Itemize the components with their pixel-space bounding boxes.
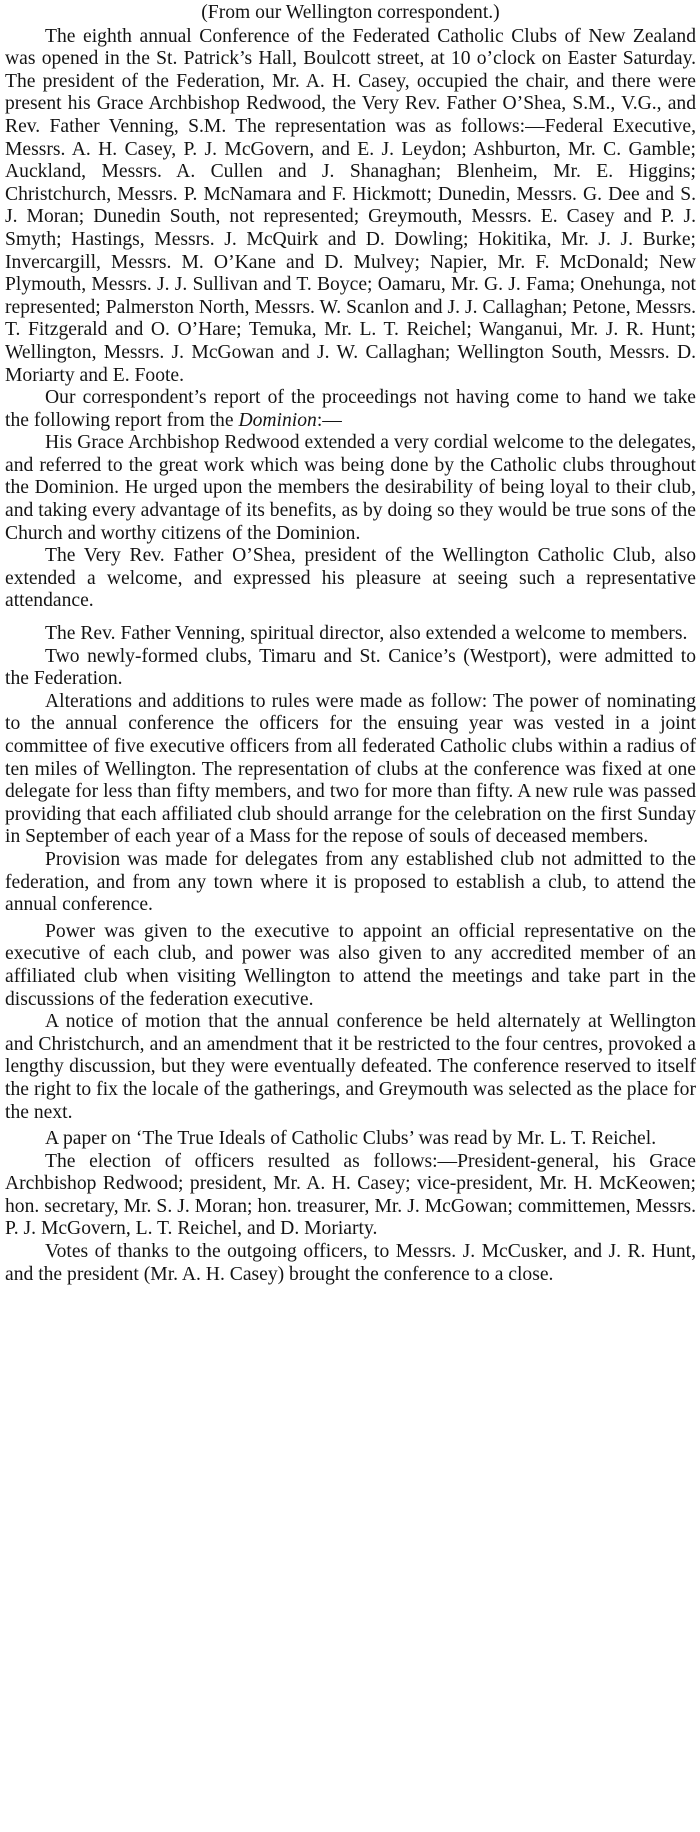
paragraph-executive-power: Power was given to the executive to appoint an official representative on the executive of each club, and power was also given to any accredited member of an affiliated club when visiting Wellington to attend the meetings and take part in the discussions of the federation executive. xyxy=(5,920,696,1010)
paragraph-delegate-provision: Provision was made for delegates from any established club not admitted to the federation, and from any town where it is proposed to establish a club, to attend the annual conference. xyxy=(5,848,696,916)
report-source-name: Dominion xyxy=(238,409,317,431)
paragraph-paper-reading: A paper on ‘The True Ideals of Catholic Clubs’ was read by Mr. L. T. Reichel. xyxy=(45,1128,657,1150)
paragraph-venning-welcome: The Rev. Father Venning, spiritual director, also extended a welcome to members. xyxy=(45,623,688,645)
paragraph-votes-of-thanks: Votes of thanks to the outgoing officers, to Messrs. J. McCusker, and J. R. Hunt, and the president (Mr. A. H. Casey) brought the conference to a close. xyxy=(5,1241,696,1285)
byline: (From our Wellington correspondent.) xyxy=(201,2,500,23)
paragraph-new-clubs: Two newly-formed clubs, Timaru and St. Canice’s (Westport), were admitted to the Federation. xyxy=(5,645,696,690)
paragraph-election-officers: The election of officers resulted as follows:—President-general, his Grace Archbishop Redwood; president, Mr. A. H. Casey; vice-president, Mr. H. McKeowen; hon. secretary, Mr. S. J. Moran; hon. treasurer, Mr. J. McGowan; committemen, Messrs. P. J. McGovern, L. T. Reichel, and D. Moriarty. xyxy=(5,1150,696,1240)
report-source-tail: :— xyxy=(316,409,342,431)
paragraph-rule-changes: Alterations and additions to rules were made as follow: The power of nominating to the annual conference the officers for the ensuing year was vested in a joint committee of five executive officers from all federated Catholic clubs within a radius of ten miles of Wellington. The representation of clubs at the conference was fixed at one delegate for less than fifty members, and two for more than fifty. A new rule was passed providing that each affiliated club should arrange for the celebration on the first Sunday in September of each year of a Mass for the repose of souls of deceased members. xyxy=(5,690,696,848)
paragraph-oshea-welcome: The Very Rev. Father O’Shea, president of the Wellington Catholic Club, also extended a welcome, and expressed his pleasure at seeing such a representative attendance. xyxy=(5,545,696,612)
report-source-lead: Our correspondent’s report of the proceedings not having come to hand we take the following report from the xyxy=(5,387,696,431)
paragraph-archbishop-welcome: His Grace Archbishop Redwood extended a very cordial welcome to the delegates, and referred to the great work which was being done by the Catholic clubs throughout the Dominion. He urged upon the members the desirability of being loyal to their club, and taking every advantage of its benefits, as by doing so they would be true sons of the Church and worthy citizens of the Dominion. xyxy=(5,432,696,544)
paragraph-conference-opening: The eighth annual Conference of the Federated Catholic Clubs of New Zealand was opened in the St. Patrick’s Hall, Boulcott street, at 10 o’clock on Easter Saturday. The president of the Federation, Mr. A. H. Casey, occupied the chair, and there were present his Grace Archbishop Redwood, the Very Rev. Father O’Shea, S.M., V.G., and Rev. Father Venning, S.M. The representation was as follows:—Federal Executive, Messrs. A. H. Casey, P. J. McGovern, and E. J. Leydon; Ashburton, Mr. C. Gamble; Auckland, Messrs. A. Cullen and J. Shanaghan; Blenheim, Mr. E. Higgins; Christchurch, Messrs. P. McNamara and F. Hickmott; Dunedin, Messrs. G. Dee and S. J. Moran; Dunedin South, not represented; Greymouth, Messrs. E. Casey and P. J. Smyth; Hastings, Messrs. J. McQuirk and D. Dowling; Hokitika, Mr. J. J. Burke; Invercargill, Messrs. M. O’Kane and D. Mulvey; Napier, Mr. F. McDonald; New Plymouth, Messrs. J. J. Sullivan and T. Boyce; Oamaru, Mr. G. J. Fama; Onehunga, not represented; Palmerston North, Messrs. W. Scanlon and J. J. Callaghan; Petone, Messrs. T. Fitzgerald and O. O’Hare; Temuka, Mr. L. T. Reichel; Wanganui, Mr. J. R. Hunt; Wellington, Messrs. J. McGowan and J. W. Callaghan; Wellington South, Messrs. D. Moriarty and E. Foote. xyxy=(5,25,696,386)
paragraph-motion-venue: A notice of motion that the annual conference be held alternately at Wellington and Christchurch, and an amendment that it be restricted to the four centres, provoked a lengthy discussion, but they were eventually defeated. The conference reserved to itself the right to fix the locale of the gatherings, and Greymouth was selected as the place for the next. xyxy=(5,1011,696,1123)
paragraph-report-source xyxy=(5,387,696,432)
